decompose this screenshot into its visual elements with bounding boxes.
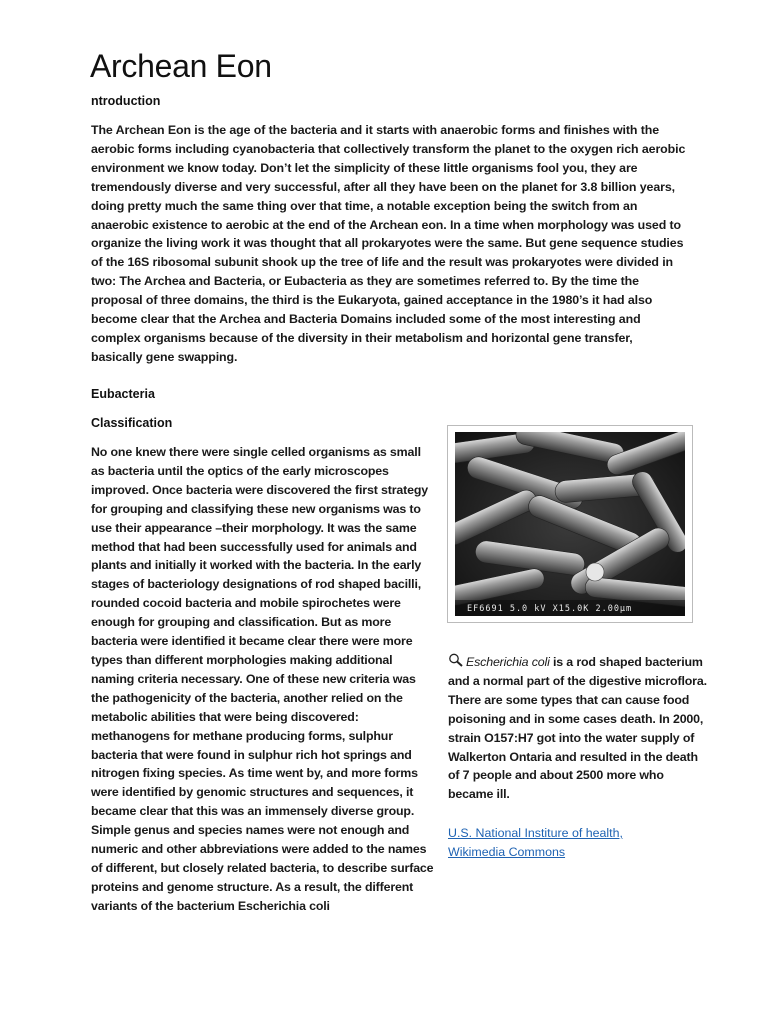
credit-line-1[interactable]: U.S. National Institure of health, [448,826,623,840]
magnifier-icon [448,653,464,667]
ecoli-micrograph-image [455,432,685,616]
classification-paragraph: No one knew there were single celled organisms as small as bacteria until the optics of the early microscopes improved. Once bacteria were discovered the first strategy for grouping and classifying these new organisms was to use their appearance –their morphology. It was the same method that had been successfully used for animals and plants and initially it worked with the bacteria. In the early stages of bacteriology designations of rod shaped bacilli, rounded cocoid bacteria and mobile spirochetes were enough for grouping and classification. But as more bacteria were identified it became clear there were more types than different morphologies making additional naming criteria necessary. One of these new criteria was the pathogenicity of the bacteria, another relied on the metabolic abilities that were being discovered: methanogens for methane producing forms, sulphur bacteria that were found in sulphur rich hot springs and nitrogen fixing species. As time went by, and more forms were identified by genomic structures and sequences, it became clear that this was an immensely diverse group. Simple genus and species names were not enough and numeric and other abbreviations were added to the names of different, but closely related bacteria, to describe surface proteins and genome structure. As a result, the different variants of the bacterium Escherichia coli [91,445,434,913]
caption-species-name: Escherichia coli [466,655,550,669]
intro-paragraph: The Archean Eon is the age of the bacteria and it starts with anaerobic forms and finishes with the aerobic forms including cyanobacteria that collectively transform the planet to the oxygen rich aerobic environment we know today. Don’t let the simplicity of these little organisms fool you, they are tremendously diverse and very successful, after all they have been on the planet for 3.8 billion years, doing pretty much the same thing over that time, a notable exception being the switch from an anaerobic existence to aerobic at the end of the Archean eon. In a time when morphology was used to organize the living work it was thought that all prokaryotes were the same. But gene sequence studies of the 16S ribosomal subunit shook up the tree of life and the result was prokaryotes were divided in two: The Archea and Bacteria, or Eubacteria as they are sometimes referred to. By the time the proposal of three domains, the third is the Eukaryota, gained acceptance in the 1980’s it had also become clear that the Archea and Bacteria Domains included some of the most interesting and complex organisms because of the diversity in their metabolism and horizontal gene transfer, basically gene swapping. [91,123,686,364]
section-heading-eubacteria: Eubacteria [91,387,155,401]
subsection-heading-classification: Classification [91,416,173,430]
micrograph-scale-label: EF6691 5.0 kV X15.0K 2.00µm [467,604,633,614]
figure-caption [448,653,710,804]
ecoli-micrograph-figure [447,425,693,623]
intro-heading: ntroduction [91,94,161,108]
credit-line-2[interactable]: Wikimedia Commons [448,845,566,859]
caption-description: is a rod shaped bacterium and a normal part of the digestive microflora. There are some types that can cause food poisoning and in some cases death. In 2000, strain O157:H7 got into the water supply of Walkerton Ontaria and resulted in the death of 7 people and about 2500 more who became ill. [448,655,707,802]
page-title: Archean Eon [90,48,272,84]
image-credit-link[interactable] [448,824,710,862]
